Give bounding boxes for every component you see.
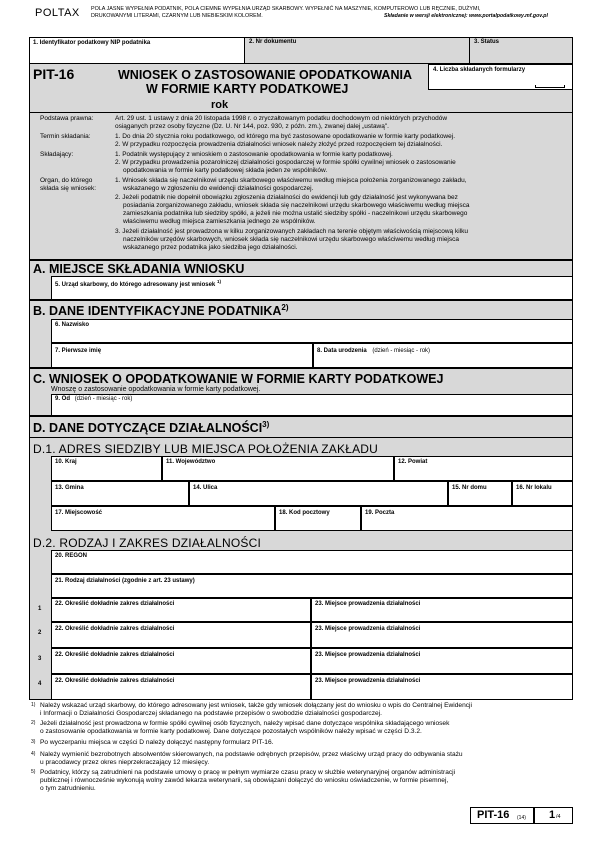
birth-date-label — [317, 348, 430, 354]
regon-label: 20. REGON — [55, 553, 88, 559]
section-d-footnote-ref: 3) — [262, 420, 270, 429]
activity-place-label: 23. Miejsce prowadzenia działalności — [315, 652, 421, 658]
brand-logo: POLTAX — [35, 7, 80, 19]
section-c-subtitle: Wnoszę o zastosowanie opodatkowania w formie karty podatkowej. — [51, 386, 261, 393]
footer-form-version: (14) — [517, 815, 526, 821]
voivodeship-field[interactable] — [162, 456, 394, 481]
country-field[interactable] — [51, 456, 162, 481]
city-label: 17. Miejscowość — [55, 510, 103, 516]
post-office-label: 19. Poczta — [365, 510, 395, 516]
footnote-line: o tym zatrudnieniu. — [40, 785, 96, 792]
section-b-title — [33, 303, 289, 318]
birth-date-field[interactable] — [313, 343, 573, 368]
activity-place-field[interactable] — [311, 598, 573, 622]
commune-field[interactable] — [51, 481, 189, 506]
section-d-title-text: D. DANE DOTYCZĄCE DZIAŁALNOŚCI — [33, 421, 263, 436]
activity-type-field[interactable] — [51, 574, 573, 598]
footnote-line: o zastosowanie opodatkowania w formie karty podatkowej. Dane dotyczące pozostałych wspólników należy wpisać w części D.3.2. — [40, 728, 422, 735]
footnote-number: 5) — [31, 769, 36, 775]
activity-scope-field[interactable] — [51, 598, 311, 622]
footnote-number: 2) — [31, 720, 36, 726]
post-office-field[interactable] — [361, 506, 573, 531]
start-date-field[interactable] — [51, 394, 573, 416]
footer-page-number: 1 — [549, 809, 556, 821]
footnote-5 — [31, 769, 571, 793]
activity-place-field[interactable] — [311, 674, 573, 700]
footer-page-box — [534, 807, 573, 824]
organ-2a: 2. Jeżeli podatnik nie dopełnił obowiązku zgłoszenia działalności do ewidencji lub gdy działalność jest wykonywana bez — [115, 194, 458, 201]
footnote-2 — [31, 720, 571, 736]
activity-scope-field[interactable] — [51, 622, 311, 648]
doc-number-field — [245, 37, 470, 64]
filer-2a: 2. W przypadku prowadzenia pozarolniczej działalności gospodarczej w formie spółki cywilnej wniosek o zastosowanie — [115, 159, 456, 166]
apartment-number-label: 16. Nr lokalu — [516, 485, 552, 491]
footnote-4 — [31, 751, 571, 767]
organ-label-1: Organ, do którego — [40, 177, 93, 184]
legal-basis-text-2: osiąganych przez osoby fizyczne (Dz. U. Nr 144, poz. 930, z późn. zm.), zwanej dalej „ustawą". — [115, 123, 389, 130]
deadline-2: 2. W przypadku rozpoczęcia prowadzenia działalności wniosek należy złożyć przed rozpoczęciem tej działalności. — [115, 141, 443, 148]
attachments-count-marks — [535, 85, 565, 88]
activity-scope-label: 22. Określić dokładnie zakres działalności — [55, 652, 175, 658]
footnote-number: 1) — [31, 702, 36, 708]
doc-number-label: 2. Nr dokumentu — [249, 39, 297, 45]
tax-office-footnote-ref: 1) — [216, 279, 221, 284]
section-b-footnote-ref: 2) — [281, 303, 289, 312]
legal-basis-text-1: Art. 29 ust. 1 ustawy z dnia 20 listopada 1998 r. o zryczałtowanym podatku dochodowym od niektórych przychodów — [115, 115, 448, 122]
street-field[interactable] — [189, 481, 448, 506]
activity-row-number: 2 — [38, 630, 42, 636]
section-b-title-text: B. DANE IDENTYFIKACYJNE PODATNIKA — [33, 304, 282, 319]
footer-page-total: /4 — [556, 814, 561, 820]
organ-2c: zamieszkania podatnika lub siedziby spółki, a jeżeli nie można ustalić siedziby spółki - naczelnikowi urzędu skarbowego — [123, 210, 468, 217]
tax-office-label-text: 5. Urząd skarbowy, do którego adresowany jest wniosek — [55, 282, 216, 288]
organ-1b: wskazanego w zgłoszeniu do ewidencji działalności gospodarczej. — [123, 185, 314, 192]
start-date-hint: (dzień - miesiąc - rok) — [74, 396, 133, 402]
footnote-line: Należy wskazać urząd skarbowy, do którego adresowany jest wniosek, także gdy wniosek dołączany jest do wniosku o wpis do Centralnej Ewidencji — [40, 702, 472, 709]
footnote-number: 4) — [31, 751, 36, 757]
footnote-1 — [31, 702, 571, 718]
footnote-line: Jeżeli działalność jest prowadzona w formie spółki cywilnej osób fizycznych, należy wpisać dane dotyczące wspólnika składającego wniosek — [40, 720, 450, 727]
activity-type-label: 21. Rodzaj działalności (zgodnie z art. 23 ustawy) — [55, 578, 195, 584]
filer-2b: opodatkowania w formie karty podatkowej składa jeden ze wspólników. — [123, 167, 328, 174]
activity-row-number: 3 — [38, 656, 42, 662]
activity-row-number: 1 — [38, 606, 42, 612]
footnote-line: u pracodawcy przez okres nieprzekraczający 12 miesięcy. — [40, 759, 210, 766]
apartment-number-field[interactable] — [512, 481, 573, 506]
organ-3c: wskazanego przez podatnika jako siedziba jego działalności. — [123, 244, 298, 251]
voivodeship-label: 11. Województwo — [166, 459, 216, 465]
status-label: 3. Status — [474, 39, 500, 45]
legal-basis-label: Podstawa prawna: — [40, 115, 94, 122]
organ-3b: naczelników urzędów skarbowych, wniosek składa się naczelnikowi urzędu skarbowego właściwemu według miejsca — [123, 236, 459, 243]
tax-office-field[interactable] — [51, 276, 573, 300]
organ-2d: właściwemu według miejsca zamieszkania jednego ze wspólników. — [123, 218, 316, 225]
form-code: PIT-16 — [33, 66, 75, 82]
section-d-divider — [29, 437, 573, 438]
filer-1: 1. Podatnik występujący z wnioskiem o zastosowanie opodatkowania w formie karty podatkowej. — [115, 151, 393, 158]
deadline-1: 1. Do dnia 20 stycznia roku podatkowego, od którego ma być zastosowane opodatkowanie w formie karty podatkowej. — [115, 133, 455, 140]
footnote-line: Po wyczerpaniu miejsca w części D należy dołączyć następny formularz PIT-16. — [40, 739, 274, 746]
footnote-line: publicznej i równocześnie wykonują wolny zawód lekarza weterynarii, są obowiązani dołączyć do wniosku oświadczenie, w formie pisemnej, — [40, 777, 449, 784]
birth-date-label-text: 8. Data urodzenia — [317, 348, 367, 354]
activity-place-field[interactable] — [311, 622, 573, 648]
footer-form-code-box — [470, 807, 534, 824]
section-a-title: A. MIEJSCE SKŁADANIA WNIOSKU — [33, 262, 245, 276]
d2-title: D.2. RODZAJ I ZAKRES DZIAŁALNOŚCI — [33, 536, 261, 550]
attachments-count-label: 4. Liczba składanych formularzy — [433, 67, 526, 73]
district-field[interactable] — [394, 456, 573, 481]
activity-place-label: 23. Miejsce prowadzenia działalności — [315, 601, 421, 607]
section-d-title — [33, 420, 269, 435]
activity-place-label: 23. Miejsce prowadzenia działalności — [315, 626, 421, 632]
deadline-label: Termin składania: — [40, 133, 91, 140]
organ-3a: 3. Jeżeli działalność jest prowadzona w kilku zorganizowanych zakładach na terenie objętym właściwością miejscową kilku — [115, 228, 468, 235]
footnote-line: Należy wymienić bezrobotnych absolwentów skierowanych, na podstawie odrębnych przepisów, przez właściwy urząd pracy do odbywania stażu — [40, 751, 463, 758]
start-date-label — [55, 396, 132, 402]
activity-scope-field[interactable] — [51, 648, 311, 674]
postal-code-field[interactable] — [275, 506, 361, 531]
commune-label: 13. Gmina — [55, 485, 84, 491]
surname-label: 6. Nazwisko — [55, 322, 90, 328]
birth-date-hint: (dzień - miesiąc - rok) — [372, 348, 431, 354]
status-field — [470, 37, 573, 64]
district-label: 12. Powiat — [398, 459, 428, 465]
nip-label: 1. Identyfikator podatkowy NIP podatnika — [33, 40, 151, 46]
activity-scope-label: 22. Określić dokładnie zakres działalności — [55, 678, 175, 684]
city-field[interactable] — [51, 506, 275, 531]
footer-form-code: PIT-16 — [477, 809, 510, 821]
header-note-1: POLA JASNE WYPEŁNIA PODATNIK, POLA CIEMNE WYPEŁNIA URZĄD SKARBOWY. WYPEŁNIĆ NA MASZYNIE, KOMPUTEROWO LUB RĘCZNIE, DUŻYMI, — [91, 6, 481, 12]
footnote-number: 3) — [31, 739, 36, 745]
surname-field[interactable] — [51, 319, 573, 343]
attachments-count-field[interactable] — [428, 64, 573, 90]
activity-row-number: 4 — [38, 681, 42, 687]
organ-label-2: składa się wniosek: — [40, 185, 96, 192]
header-note-2: DRUKOWANYMI LITERAMI, CZARNYM LUB NIEBIESKIM KOLOREM. — [91, 13, 263, 19]
country-label: 10. Kraj — [55, 459, 77, 465]
form-title-line2: W FORMIE KARTY PODATKOWEJ — [146, 82, 349, 96]
house-number-label: 15. Nr domu — [452, 485, 487, 491]
section-c-title: C. WNIOSEK O OPODATKOWANIE W FORMIE KARTY PODATKOWEJ — [33, 372, 444, 386]
activity-scope-label: 22. Określić dokładnie zakres działalności — [55, 626, 175, 632]
nip-field[interactable] — [29, 37, 245, 64]
form-title-line1: WNIOSEK O ZASTOSOWANIE OPODATKOWANIA — [118, 68, 412, 82]
first-name-field[interactable] — [51, 343, 313, 368]
d1-title: D.1. ADRES SIEDZIBY LUB MIEJSCA POŁOŻENIA ZAKŁADU — [33, 442, 379, 456]
organ-2b: posiadania zorganizowanego zakładu, wniosek składa się naczelnikowi urzędu skarbowego właściwemu według miejsca — [123, 202, 470, 209]
header-note-electronic: Składanie w wersji elektronicznej: www.portalpodatkowy.mf.gov.pl — [384, 13, 548, 19]
activity-place-label: 23. Miejsce prowadzenia działalności — [315, 678, 421, 684]
start-date-label-text: 9. Od — [55, 396, 71, 402]
footnote-line: i Informacji o Działalności Gospodarczej składanego na podstawie przepisów o swobodzie działalności gospodarczej. — [40, 710, 382, 717]
year-label: rok — [211, 99, 229, 111]
first-name-label: 7. Pierwsze imię — [55, 348, 102, 354]
activity-scope-field[interactable] — [51, 674, 311, 700]
regon-field[interactable] — [51, 550, 573, 574]
tax-office-label — [55, 279, 221, 288]
organ-1a: 1. Wniosek składa się naczelnikowi urzędu skarbowego właściwemu według miejsca położenia zorganizowanego zakładu, — [115, 177, 467, 184]
house-number-field[interactable] — [448, 481, 512, 506]
footnote-line: Podatnicy, którzy są zatrudnieni na podstawie umowy o pracę w pełnym wymiarze czasu pracy w służbie weterynaryjnej organów administracji — [40, 769, 456, 776]
filer-label: Składający: — [40, 151, 74, 158]
postal-code-label: 18. Kod pocztowy — [279, 510, 330, 516]
activity-scope-label: 22. Określić dokładnie zakres działalności — [55, 601, 175, 607]
footnote-3 — [31, 739, 571, 747]
street-label: 14. Ulica — [193, 485, 218, 491]
activity-place-field[interactable] — [311, 648, 573, 674]
